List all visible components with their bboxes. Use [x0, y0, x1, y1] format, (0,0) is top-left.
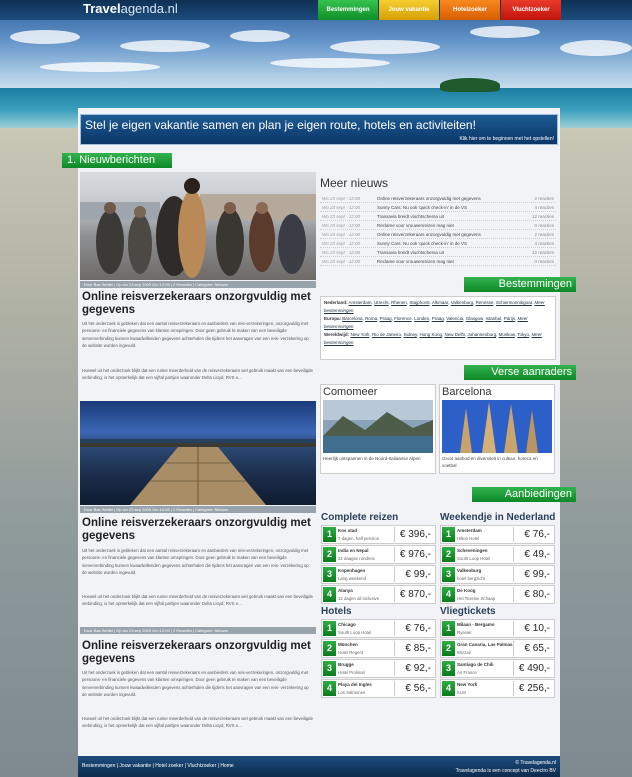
article-meta: Door Bas Wettel | Op wo 23 sep 2009 Om 12:09 | 2 Reacties | Categorie: Nieuws [80, 506, 316, 513]
news-headline[interactable]: Sunny Cars: Nu ook 'quick check-in' in de VS [377, 205, 468, 210]
cloud [40, 62, 160, 72]
offer-row[interactable] [440, 525, 555, 544]
offer-name: München [338, 642, 358, 647]
news-reacties: 0 reacties [534, 223, 554, 228]
bestemming-link[interactable]: Londen [414, 316, 430, 321]
offer-name: Santiago de Chili [457, 662, 494, 667]
offer-price: € 65,- [513, 641, 553, 656]
bestemming-link[interactable]: Meer bestemmingen [324, 300, 545, 313]
bestemming-link[interactable]: Roma [365, 316, 378, 321]
news-reacties: 2 reacties [534, 196, 554, 201]
offer-price: € 76,- [394, 621, 434, 636]
offer-name: Playa del Ingles [338, 682, 372, 687]
cloud [10, 30, 80, 44]
bestemmingen-group: Wereldwijd: New York, Rio de Janeiro, Sidney, Hong Kong, New Delhi, Johannesburg, Moskow, Tokyo, Meer bestemmingen [324, 332, 542, 345]
news-headline[interactable]: Online reisverzekeraars onzorgvuldig met gegevens [377, 196, 481, 201]
offer-name: Gran Canaria, Las Palmas [457, 642, 513, 647]
offer-price: € 99,- [394, 567, 434, 582]
bestemming-link[interactable]: Parijs [503, 316, 516, 321]
logo-main: Travel [83, 1, 121, 16]
news-headline[interactable]: Online reisverzekeraars onzorgvuldig met gegevens [377, 232, 481, 237]
offer-price: € 396,- [394, 527, 434, 542]
offer-row[interactable] [440, 585, 555, 604]
bestemming-link[interactable]: Renesse [475, 300, 494, 305]
offer-price: € 10,- [513, 621, 553, 636]
offer-name: Chicago [338, 622, 356, 627]
offer-detail: hotel bergzicht [457, 576, 485, 581]
bestemming-link[interactable]: Valencia [446, 316, 464, 321]
offer-detail: Wizzair [457, 650, 472, 655]
article-title[interactable]: Online reisverzekeraars onzorgvuldig met gegevens [82, 291, 311, 316]
news-photo-pier[interactable] [80, 401, 316, 505]
footer-copy: © Travelagenda.nl [515, 760, 556, 766]
offer-detail: 12 dagen all inclusive [338, 596, 380, 601]
aanrader-card-comomeer[interactable] [320, 384, 436, 474]
section-nieuwsberichten: 1. Nieuwberichten [62, 153, 172, 168]
bestemming-link[interactable]: Alkmaar [431, 300, 449, 305]
article-excerpt-more: Hoewel uit het onderzoek blijkt dat een ruime meerderheid van de reisverzekeraars wel gebruik maakt van een beveiligde verbinding, is het opmerkelijk dat een vijftal partijen waaronder Delta Lloyd, RVS e... [82, 716, 313, 729]
bestemming-link[interactable]: Rio de Janeiro [371, 332, 401, 337]
news-headline[interactable]: Transavia breidt vluchtschema uit [377, 214, 444, 219]
news-reacties: 4 reacties [534, 241, 554, 246]
news-date: Wo 23 sept - 12:00 [322, 259, 361, 264]
bestemming-link[interactable]: Hong Kong [419, 332, 442, 337]
offer-name: Milaan - Bergamo [457, 622, 495, 627]
article-meta: Door Bas Wettel | Op wo 23 sep 2009 Om 12:09 | 2 Reacties | Categorie: Nieuws [80, 281, 316, 288]
offer-name: Brugge [338, 662, 354, 667]
offer-name: Amsterdam [457, 528, 482, 533]
article-excerpt: Uit het onderzoek is gebleken dat een aantal reisverzekeraars en aanbieders van reis-verzekeringen, onzorgvuldig met persoons- en financiele gegevens van klanten omspringen. Door geen gebruik te maken van een beveiligde serververbinding kunnen kwaadwillenden gegevens achterhalen die tijdens het aanvragen van een reis- verzekering op de website worden ingevuld. [82, 670, 309, 698]
news-date: Wo 23 sept - 12:00 [322, 241, 361, 246]
offer-rank: 3 [442, 661, 455, 676]
news-list-item[interactable] [320, 212, 556, 221]
offer-detail: 7 dagen, half pension [338, 536, 380, 541]
bestemming-link[interactable]: Moskow [498, 332, 515, 337]
news-date: Wo 23 sept - 12:00 [322, 196, 361, 201]
cloud [330, 40, 440, 54]
bestemming-link[interactable]: Valkenburg [450, 300, 474, 305]
offer-detail: Het Texelse Schaap [457, 596, 496, 601]
footer-concept: Travelagenda is een concept van Deectro BV [455, 768, 556, 774]
offer-group-title: Vliegtickets [440, 606, 496, 617]
offer-row[interactable] [321, 619, 436, 638]
bestemming-link[interactable]: Amsterdam [348, 300, 372, 305]
footer-copyright [456, 759, 556, 775]
article-meta: Door Bas Wettel | Op wo 23 sep 2009 Om 12:09 | 2 Reacties | Categorie: Nieuws [80, 627, 316, 634]
offer-price: € 490,- [513, 661, 553, 676]
offer-row[interactable] [440, 659, 555, 678]
bestemming-link[interactable]: Barcelona [342, 316, 363, 321]
offer-price: € 99,- [513, 567, 553, 582]
offer-name: Valkenburg [457, 568, 482, 573]
bestemming-link[interactable]: Utrecht [374, 300, 389, 305]
bestemming-link[interactable]: New York [350, 332, 370, 337]
offer-detail: Hotel Regent [338, 650, 364, 655]
offer-price: € 56,- [394, 681, 434, 696]
cloud [270, 58, 390, 68]
cloud [470, 26, 540, 38]
news-headline[interactable]: Reclame voor vrouwenreizen mag niet [377, 223, 454, 228]
nav-jouw-vakantie[interactable]: Jouw vakantie [379, 0, 439, 20]
offer-name: Kos stad [338, 528, 358, 533]
meer-nieuws-title: Meer nieuws [320, 176, 389, 190]
offer-name: New York [457, 682, 478, 687]
offer-rank: 4 [323, 681, 336, 696]
offer-price: € 85,- [394, 641, 434, 656]
offer-price: € 870,- [394, 587, 434, 602]
island [440, 78, 500, 92]
bestemming-link[interactable]: Tokyo [517, 332, 530, 337]
offer-group-title: Complete reizen [321, 512, 399, 523]
hero-banner[interactable] [80, 114, 558, 145]
nav-bestemmingen[interactable]: Bestemmingen [318, 0, 378, 20]
bestemmingen-group-label: Europa: [324, 316, 342, 321]
nav-hotelzoeker[interactable]: Hotelzoeker [440, 0, 500, 20]
news-list-item[interactable] [320, 248, 556, 257]
hero-title: Stel je eigen vakantie samen en plan je eigen route, hotels en activiteiten! [85, 118, 476, 132]
bestemming-link[interactable]: Sidney [403, 332, 417, 337]
offer-rank: 4 [323, 587, 336, 602]
news-date: Wo 23 sept - 12:00 [322, 205, 361, 210]
news-list-item[interactable] [320, 230, 556, 239]
offer-rank: 1 [323, 621, 336, 636]
offer-detail: Lang weekend [338, 576, 366, 581]
article-title[interactable]: Online reisverzekeraars onzorgvuldig met gegevens [82, 517, 311, 542]
offer-detail: Hotel Prolinari [338, 670, 365, 675]
cloud [230, 30, 290, 42]
bestemmingen-group-label: Nederland: [324, 300, 348, 305]
offer-rank: 4 [442, 587, 455, 602]
bestemming-link[interactable]: Rhenen [391, 300, 407, 305]
section-aanbiedingen: Aanbiedingen [472, 487, 576, 502]
aanrader-card-barcelona[interactable] [439, 384, 555, 474]
offer-rank: 1 [323, 527, 336, 542]
article-excerpt: Uit het onderzoek is gebleken dat een aantal reisverzekeraars en aanbieders van reis-verzekeringen, onzorgvuldig met persoons- en financiele gegevens van klanten omspringen. Door geen gebruik te maken van een beveiligde serververbinding kunnen kwaadwillenden gegevens achterhalen die tijdens het aanvragen van een reis- verzekering op de website worden ingevuld. [82, 321, 309, 349]
news-reacties: 12 reacties [531, 250, 554, 255]
offer-rank: 3 [323, 567, 336, 582]
offer-rank: 1 [442, 527, 455, 542]
offer-row[interactable] [321, 639, 436, 658]
offer-rank: 2 [442, 641, 455, 656]
news-date: Wo 23 sept - 12:00 [322, 223, 361, 228]
news-reacties: 4 reacties [534, 205, 554, 210]
bestemmingen-group-label: Wereldwijd: [324, 332, 350, 337]
pier-illustration [80, 401, 316, 505]
offer-detail: Air France [457, 670, 477, 675]
bestemming-link[interactable]: Praag [431, 316, 444, 321]
news-headline[interactable]: Reclame voor vrouwenreizen mag niet [377, 259, 454, 264]
bestemming-link[interactable]: Glasgow [465, 316, 483, 321]
news-list-item[interactable] [320, 203, 556, 212]
bestemming-link[interactable]: Schiermonnikgoat [495, 300, 532, 305]
offer-group-title: Hotels [321, 606, 352, 617]
article-excerpt-more: Hoewel uit het onderzoek blijkt dat een ruime meerderheid van de reisverzekeraars wel gebruik maakt van een beveiligde verbinding, is het opmerkelijk dat een vijftal partijen waaronder Delta Lloyd, RVS e... [82, 368, 313, 381]
offer-row[interactable] [321, 565, 436, 584]
offer-price: € 80,- [513, 587, 553, 602]
news-headline[interactable]: Transavia breidt vluchtschema uit [377, 250, 444, 255]
offer-detail: Hilton Hotel [457, 536, 480, 541]
offer-row[interactable] [440, 565, 555, 584]
article-excerpt-more: Hoewel uit het onderzoek blijkt dat een ruime meerderheid van de reisverzekeraars wel gebruik maakt van een beveiligde verbinding, is het opmerkelijk dat een vijftal partijen waaronder Delta Lloyd, RVS e... [82, 594, 313, 607]
article-excerpt: Uit het onderzoek is gebleken dat een aantal reisverzekeraars en aanbieders van reis-verzekeringen, onzorgvuldig met persoons- en financiele gegevens van klanten omspringen. Door geen gebruik te maken van een beveiligde serververbinding kunnen kwaadwillenden gegevens achterhalen die tijdens het aanvragen van een reis- verzekering op de website worden ingevuld. [82, 548, 309, 576]
news-reacties: 0 reacties [534, 259, 554, 264]
news-reacties: 2 reacties [534, 232, 554, 237]
offer-row[interactable] [321, 525, 436, 544]
bestemming-link[interactable]: Meer bestemmingen [324, 316, 528, 329]
offer-row[interactable] [440, 545, 555, 564]
offer-row[interactable] [440, 639, 555, 658]
site-logo[interactable] [83, 1, 178, 16]
offer-detail: Los Salmones [338, 690, 366, 695]
news-date: Wo 23 sept - 12:00 [322, 232, 361, 237]
offer-row[interactable] [440, 679, 555, 698]
offer-price: € 976,- [394, 547, 434, 562]
aanrader-caption: Heerlijk ontspannen in de Noord-Italiaanse Alpen [323, 456, 421, 461]
cloud [560, 40, 632, 56]
section-bestemmingen: Bestemmingen [464, 277, 576, 292]
offer-row[interactable] [440, 619, 555, 638]
bestemming-link[interactable]: Meer bestemmingen [324, 332, 542, 345]
offer-group-title: Weekendje in Nederland [440, 512, 556, 523]
news-list-item[interactable] [320, 239, 556, 248]
offer-rank: 3 [323, 661, 336, 676]
hero-subtitle[interactable]: Klik hier om te beginnen met het opstellen! [459, 136, 554, 142]
bestemmingen-group: Nederland: Amsterdam, Utrecht, Rhenen, Stajphorst, Alkmaar, Valkenburg, Renesse, Schiermonnikgoat, Meer bestemmingen [324, 300, 545, 313]
aanrader-caption: Groot aanbod en diversiteit in cultuur, horeca en voetbal [442, 456, 538, 468]
offer-rank: 4 [442, 681, 455, 696]
news-date: Wo 23 sept - 12:00 [322, 250, 361, 255]
news-reacties: 12 reacties [531, 214, 554, 219]
offer-detail: South Loop Hotel [338, 630, 372, 635]
bestemming-link[interactable]: Stajphorst [409, 300, 430, 305]
barcelona-photo [442, 400, 552, 453]
crowd-illustration [80, 172, 316, 280]
news-list-item[interactable] [320, 257, 556, 266]
offer-row[interactable] [321, 545, 436, 564]
footer-links[interactable]: Bestemmingen | Jouw vakantie | Hotel zoeker | Vluchtzoeker | Home [82, 763, 234, 769]
nav-vluchtzoeker[interactable]: Vluchtzoeker [501, 0, 561, 20]
article-title[interactable]: Online reisverzekeraars onzorgvuldig met gegevens [82, 640, 311, 665]
offer-price: € 256,- [513, 681, 553, 696]
offer-price: € 49,- [513, 547, 553, 562]
offer-detail: 22 daagse rondreis [338, 556, 375, 561]
offer-detail: South Loop Hotel [457, 556, 491, 561]
logo-rest: agenda.nl [120, 1, 178, 16]
offer-rank: 2 [323, 641, 336, 656]
offer-name: Alanya [338, 588, 353, 593]
bestemming-link[interactable]: New Delhi [444, 332, 466, 337]
offer-name: De Koog [457, 588, 476, 593]
offer-name: Scheveningen [457, 548, 488, 553]
offer-row[interactable] [321, 679, 436, 698]
offer-name: India en Nepal [338, 548, 369, 553]
bestemming-link[interactable]: Praag [379, 316, 392, 321]
news-list-item[interactable] [320, 221, 556, 230]
section-verse-aanraders: Verse aanraders [464, 365, 576, 380]
offer-rank: 1 [442, 621, 455, 636]
offer-detail: Ryanair [457, 630, 472, 635]
offer-rank: 2 [442, 547, 455, 562]
bestemmingen-box [320, 296, 556, 360]
aanrader-title: Barcelona [442, 386, 492, 398]
bestemming-link[interactable]: Istanbul [485, 316, 502, 321]
bestemming-link[interactable]: Johannesburg [467, 332, 497, 337]
offer-rank: 2 [323, 547, 336, 562]
news-date: Wo 23 sept - 12:00 [322, 214, 361, 219]
footer [78, 756, 560, 777]
news-headline[interactable]: Sunny Cars: Nu ook 'quick check-in' in de VS [377, 241, 468, 246]
news-list-item[interactable] [320, 194, 556, 203]
offer-detail: KLM [457, 690, 466, 695]
offer-price: € 92,- [394, 661, 434, 676]
news-photo-crowd[interactable] [80, 172, 316, 280]
comomeer-photo [323, 400, 433, 453]
offer-rank: 3 [442, 567, 455, 582]
cloud [120, 40, 210, 52]
bestemmingen-group: Europa: Barcelona, Roma, Praag, Florence, Londen, Praag, Valencia, Glasgow, Istanbul, Parijs, Meer bestemmingen [324, 316, 528, 329]
offer-name: Kopenhagen [338, 568, 366, 573]
offer-row[interactable] [321, 585, 436, 604]
offer-price: € 76,- [513, 527, 553, 542]
offer-row[interactable] [321, 659, 436, 678]
aanrader-title: Comomeer [323, 386, 378, 398]
bestemming-link[interactable]: Florence [394, 316, 412, 321]
